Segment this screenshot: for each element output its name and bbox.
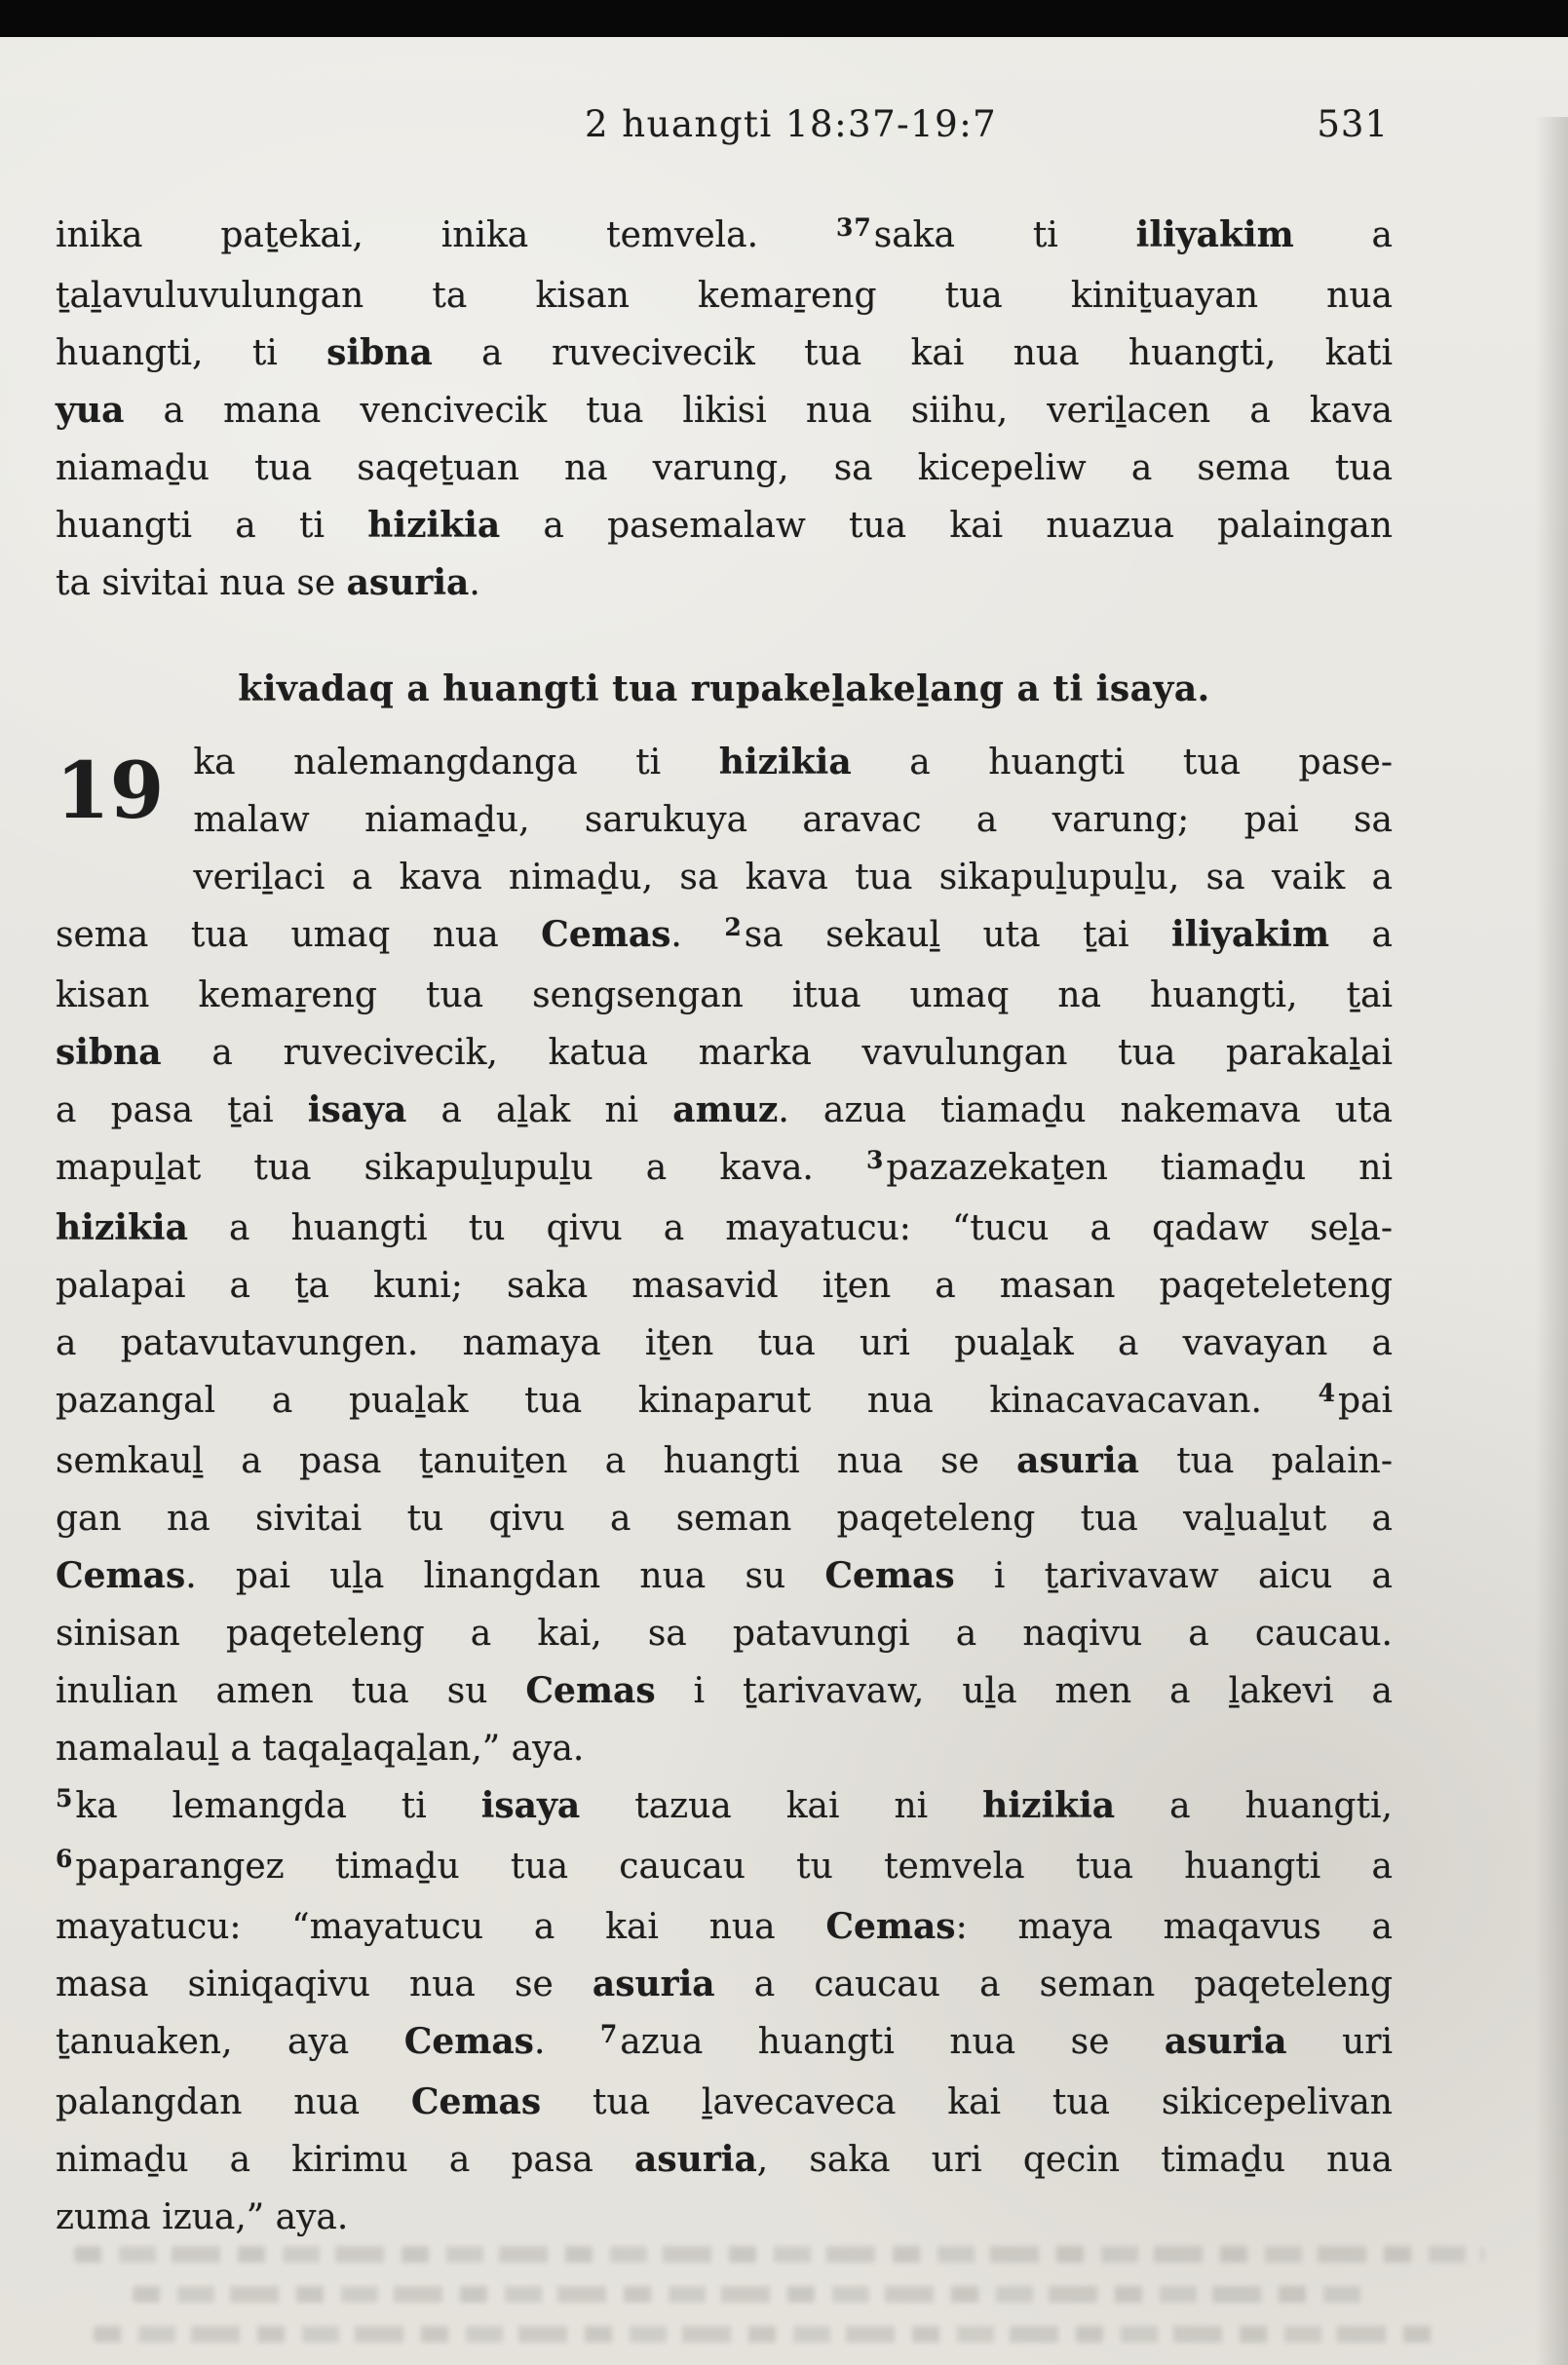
text-line <box>56 1662 1393 1720</box>
text-line <box>56 1605 1393 1662</box>
bold-name: iliyakim <box>1171 914 1330 955</box>
text-run: . <box>533 2022 600 2062</box>
text-run: a patavutavungen. namaya iṯen tua uri puaḻak a vavayan a <box>56 1323 1393 1363</box>
text-run: a <box>1293 215 1393 255</box>
text-line <box>56 1956 1393 2013</box>
text-run: inika paṯekai, inika temvela. <box>56 215 836 255</box>
bold-name: Cemas <box>525 1670 656 1711</box>
text-run: . <box>670 915 725 955</box>
text-run: nimaḏu a kirimu a pasa <box>56 2140 635 2180</box>
text-run: a huangti tua pase- <box>851 743 1393 782</box>
text-line <box>56 906 1393 967</box>
bold-name: Cemas <box>56 1555 186 1596</box>
bold-name: hizikia <box>367 505 501 546</box>
text-line <box>56 1547 1393 1605</box>
bold-name: Cemas <box>403 2021 534 2062</box>
text-run: saka ti <box>873 215 1136 255</box>
text-line <box>56 1315 1393 1372</box>
bold-name: sibna <box>326 332 433 373</box>
verse-number: 6 <box>56 1845 74 1873</box>
bold-name: Cemas <box>541 914 671 955</box>
text-line <box>56 439 1393 497</box>
verses-5-7-paragraph <box>56 1777 1393 2246</box>
text-line <box>56 1082 1393 1139</box>
text-run: ṯanuaken, aya <box>56 2022 404 2062</box>
verse-number: 3 <box>865 1146 885 1174</box>
text-run: a huangti tu qivu a mayatucu: “tucu a qadaw seḻa- <box>187 1208 1393 1248</box>
text-run: azua huangti nua se <box>620 2022 1165 2062</box>
text-line <box>56 2074 1393 2131</box>
text-run: . pai uḻa linangdan nua su <box>185 1556 825 1596</box>
verse-number: 37 <box>835 213 872 242</box>
bold-name: hizikia <box>718 742 852 782</box>
text-line <box>56 207 1393 267</box>
text-run: . azua tiamaḏu nakemava uta <box>778 1090 1393 1130</box>
text-line <box>56 324 1393 382</box>
bold-name: sibna <box>56 1032 162 1073</box>
text-run: mapuḻat tua sikapuḻupuḻu a kava. <box>56 1148 866 1188</box>
chapter-number: 19 <box>56 744 165 836</box>
text-line <box>56 1838 1393 1898</box>
bold-name: kivadaq a huangti tua rupakeḻakeḻang a ti isaya. <box>238 668 1210 709</box>
text-line <box>56 734 1393 791</box>
page-number: 531 <box>1317 103 1389 145</box>
text-run: tua ḻavecaveca kai tua sikicepelivan <box>541 2082 1393 2122</box>
bleed-line <box>94 2326 1445 2343</box>
text-run: tazua kai ni <box>580 1786 983 1826</box>
text-run: tua palain- <box>1138 1441 1393 1481</box>
text-line <box>56 1432 1393 1490</box>
text-block <box>56 207 1393 2246</box>
text-run: veriḻaci a kava nimaḏu, sa kava tua sikapuḻupuḻu, sa vaik a <box>193 858 1393 897</box>
scan-edge-top <box>0 0 1568 37</box>
running-header <box>56 103 1393 156</box>
text-run: kisan kemaṟeng tua sengsengan itua umaq na huangti, ṯai <box>56 975 1393 1015</box>
text-line <box>56 1372 1393 1432</box>
text-line <box>56 1777 1393 1838</box>
text-run: mayatucu: “mayatucu a kai nua <box>56 1907 826 1947</box>
bold-name: asuria <box>1164 2021 1287 2062</box>
text-line <box>56 1898 1393 1956</box>
text-line <box>56 267 1393 324</box>
text-run: palangdan nua <box>56 2082 411 2122</box>
bold-name: hizikia <box>982 1785 1116 1826</box>
text-run: sa sekauḻ uta ṯai <box>744 915 1172 955</box>
text-run: masa siniqaqivu nua se <box>56 1964 593 2004</box>
text-run: i ṯarivavaw aicu a <box>954 1556 1393 1596</box>
text-run: malaw niamaḏu, sarukuya aravac a varung; pai sa <box>193 800 1393 840</box>
verse-number: 4 <box>1318 1379 1336 1407</box>
text-line <box>56 2013 1393 2074</box>
text-run: a mana vencivecik tua likisi nua siihu, veriḻacen a kava <box>124 391 1393 431</box>
chapter-19-paragraph <box>56 734 1393 1777</box>
bold-name: Cemas <box>824 1555 955 1596</box>
text-line <box>56 1024 1393 1082</box>
text-run: : maya maqavus a <box>955 1907 1393 1947</box>
scan-edge-right <box>1535 117 1568 2365</box>
text-run: a ruvecivecik tua kai nua huangti, kati <box>432 333 1394 373</box>
text-run: huangti, ti <box>56 333 327 373</box>
verse-number: 7 <box>599 2020 619 2048</box>
text-run: ṯaḻavuluvulungan ta kisan kemaṟeng tua kiniṯuayan nua <box>56 276 1393 316</box>
text-run: pai <box>1337 1381 1393 1421</box>
text-run: a ruvecivecik, katua marka vavulungan tua parakaḻai <box>161 1033 1393 1073</box>
text-run: a caucau a seman paqeteleng <box>714 1964 1393 2004</box>
bleed-line <box>133 2286 1367 2303</box>
text-run: a pasa ṯai <box>56 1090 308 1130</box>
text-run: ka lemangda ti <box>75 1786 481 1826</box>
text-line <box>56 554 1393 612</box>
bold-name: yua <box>56 390 125 431</box>
text-run: i ṯarivavaw, uḻa men a ḻakevi a <box>655 1671 1393 1711</box>
text-line <box>56 849 1393 906</box>
text-line <box>56 1490 1393 1547</box>
text-line <box>56 1257 1393 1315</box>
text-line <box>56 2131 1393 2189</box>
text-run: a <box>1329 915 1393 955</box>
text-line <box>56 1139 1393 1200</box>
verse-number: 2 <box>724 913 743 941</box>
text-line <box>56 1200 1393 1257</box>
text-line <box>56 497 1393 554</box>
text-run: a aḻak ni <box>406 1090 673 1130</box>
bold-name: asuria <box>1016 1440 1139 1481</box>
text-line <box>56 791 1393 849</box>
text-run: . <box>469 563 480 603</box>
text-line <box>56 1720 1393 1777</box>
continuation-paragraph <box>56 207 1393 612</box>
bold-name: iliyakim <box>1135 214 1294 255</box>
text-run: niamaḏu tua saqeṯuan na varung, sa kicepeliw a sema tua <box>56 448 1393 488</box>
text-run: huangti a ti <box>56 506 368 546</box>
header-title: 2 huangti 18:37-19:7 <box>584 103 998 145</box>
bold-name: asuria <box>592 1964 715 2004</box>
text-run: gan na sivitai tu qivu a seman paqeteleng tua vaḻuaḻut a <box>56 1499 1393 1539</box>
bold-name: amuz <box>672 1089 779 1130</box>
bleed-line <box>74 2246 1484 2263</box>
text-run: palapai a ṯa kuni; saka masavid iṯen a masan paqeteleteng <box>56 1266 1393 1306</box>
text-run: inulian amen tua su <box>56 1671 526 1711</box>
verse-number: 5 <box>56 1784 74 1812</box>
bold-name: hizikia <box>56 1207 188 1248</box>
bold-name: asuria <box>346 562 470 603</box>
bold-name: isaya <box>307 1089 407 1130</box>
text-run: zuma izua,” aya. <box>56 2197 349 2237</box>
text-run: a pasemalaw tua kai nuazua palaingan <box>500 506 1393 546</box>
bold-name: isaya <box>480 1785 581 1826</box>
bold-name: asuria <box>634 2139 757 2180</box>
text-run: pazazekaṯen tiamaḏu ni <box>886 1148 1393 1188</box>
text-run: ka nalemangdanga ti <box>193 743 719 782</box>
text-run: pazangal a puaḻak tua kinaparut nua kinacavacavan. <box>56 1381 1319 1421</box>
text-line <box>56 661 1393 718</box>
bold-name: Cemas <box>410 2081 542 2122</box>
text-run: paparangez timaḏu tua caucau tu temvela tua huangti a <box>75 1847 1393 1887</box>
text-run: semkauḻ a pasa ṯanuiṯen a huangti nua se <box>56 1441 1017 1481</box>
text-run: sema tua umaq nua <box>56 915 542 955</box>
text-run: , saka uri qecin timaḏu nua <box>756 2140 1393 2180</box>
text-run: sinisan paqeteleng a kai, sa patavungi a naqivu a caucau. <box>56 1614 1393 1654</box>
text-run: a huangti, <box>1115 1786 1393 1826</box>
text-line <box>56 382 1393 439</box>
text-run: ta sivitai nua se <box>56 563 347 603</box>
bleed-through-bottom <box>74 2223 1484 2359</box>
section-heading <box>56 661 1393 718</box>
text-run: namalauḻ a taqaḻaqaḻan,” aya. <box>56 1729 585 1769</box>
bold-name: Cemas <box>825 1906 956 1947</box>
text-run: uri <box>1286 2022 1393 2062</box>
text-line <box>56 967 1393 1024</box>
